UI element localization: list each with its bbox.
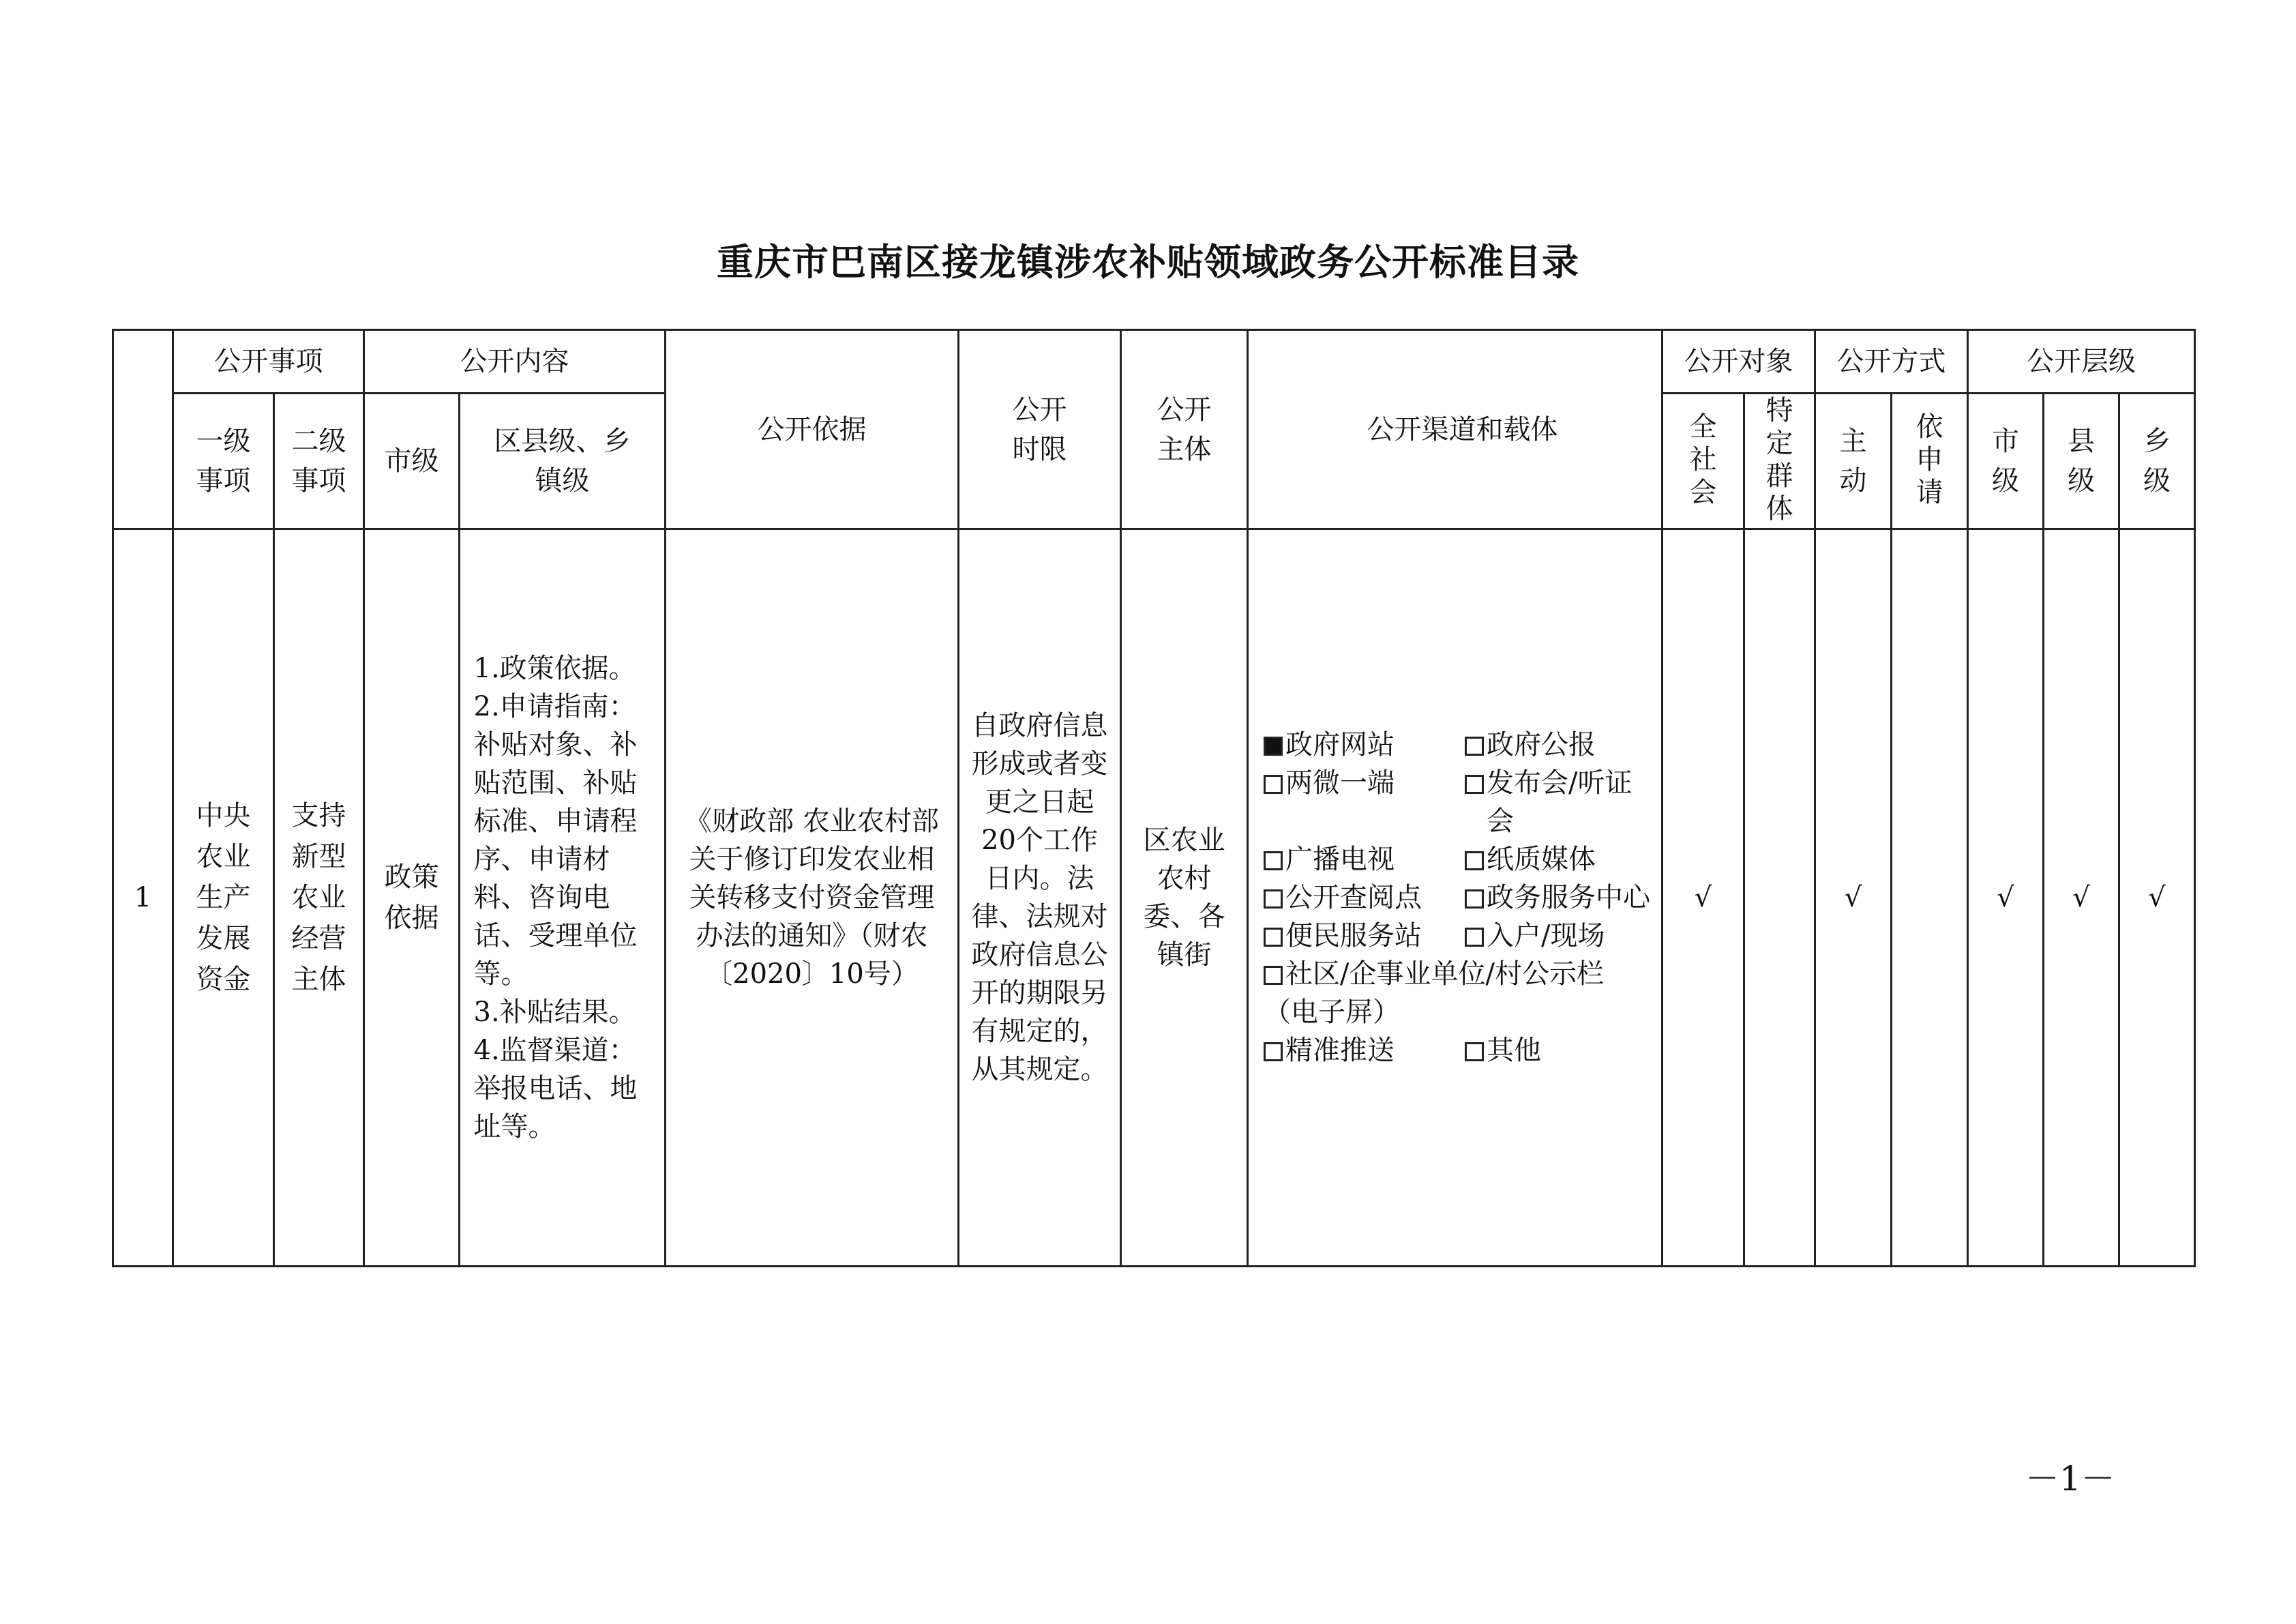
city-content: 政策依据 bbox=[384, 861, 439, 934]
header-gongkai-qudao: 公开渠道和载体 bbox=[1248, 330, 1663, 529]
disclosure-subject: 区农业农村委、各镇街 bbox=[1143, 825, 1225, 971]
level1-item: 中央农业生产发展资金 bbox=[196, 800, 251, 995]
basis-cell bbox=[666, 529, 959, 1267]
header-quxian-xiangzhen: 区县级、乡镇级 bbox=[494, 426, 631, 497]
header-quan-shehui: 全社会 bbox=[1689, 411, 1717, 508]
unchecked-box-icon bbox=[1264, 966, 1283, 985]
check-city-level: √ bbox=[1968, 529, 2044, 1267]
level1-cell bbox=[173, 529, 274, 1267]
unchecked-box-icon bbox=[1264, 928, 1283, 947]
channel-gov-website: 政府网站 bbox=[1264, 726, 1465, 764]
disclosure-table bbox=[112, 329, 2196, 1267]
header-xian-ji: 县级 bbox=[2068, 426, 2095, 497]
channel-convenience-station: 便民服务站 bbox=[1264, 917, 1465, 955]
unchecked-box-icon bbox=[1264, 775, 1283, 794]
header-yi-shenqing: 依申请 bbox=[1915, 411, 1943, 508]
county-content-item: 1.政策依据。 bbox=[473, 653, 636, 684]
unchecked-box-icon bbox=[1264, 851, 1283, 870]
channel-precise-push: 精准推送 bbox=[1264, 1031, 1465, 1069]
channel-public-reading-point: 公开查阅点 bbox=[1264, 879, 1465, 917]
channel-door-to-door: 入户/现场 bbox=[1465, 917, 1666, 955]
header-shiji: 市级 bbox=[364, 394, 460, 529]
check-town-level: √ bbox=[2119, 529, 2195, 1267]
level2-item: 支持新型农业经营主体 bbox=[291, 800, 346, 995]
check-specific-group bbox=[1744, 529, 1815, 1267]
header-gongkai-shixiang: 公开事项 bbox=[173, 330, 364, 394]
county-content-list bbox=[474, 649, 651, 1146]
check-whole-society: √ bbox=[1663, 529, 1744, 1267]
header-gongkai-cengji: 公开层级 bbox=[1968, 330, 2195, 394]
page-number: －1－ bbox=[2025, 1459, 2115, 1498]
channels-cell bbox=[1248, 529, 1663, 1267]
header-teding-qunti-cell bbox=[1744, 394, 1815, 529]
channel-radio-tv: 广播电视 bbox=[1264, 840, 1465, 879]
channel-other: 其他 bbox=[1465, 1031, 1666, 1069]
city-content-cell bbox=[364, 529, 460, 1267]
subject-cell bbox=[1121, 529, 1248, 1267]
index-header-cell bbox=[113, 330, 173, 529]
unchecked-box-icon bbox=[1465, 851, 1484, 870]
header-xiang-ji: 乡级 bbox=[2143, 426, 2171, 497]
unchecked-box-icon bbox=[1465, 1042, 1484, 1061]
header-shi-ji-cell bbox=[1968, 394, 2044, 529]
county-content-item: 4.监督渠道：举报电话、地址等。 bbox=[473, 1035, 638, 1142]
header-zhudong: 主动 bbox=[1839, 426, 1867, 497]
row-index: 1 bbox=[113, 529, 173, 1267]
header-xian-ji-cell bbox=[2044, 394, 2119, 529]
channel-print-media: 纸质媒体 bbox=[1465, 840, 1666, 879]
header-quxian-cell bbox=[460, 394, 666, 529]
unchecked-box-icon bbox=[1264, 1042, 1283, 1061]
unchecked-box-icon bbox=[1264, 889, 1283, 909]
county-content-item: 2.申请指南：补贴对象、补贴范围、补贴标准、申请程序、申请材料、咨询电话、受理单位等。 bbox=[473, 691, 638, 990]
header-xiang-ji-cell bbox=[2119, 394, 2195, 529]
header-teding-qunti: 特定群体 bbox=[1765, 395, 1793, 525]
page-title: 重庆市巴南区接龙镇涉农补贴领域政务公开标准目录 bbox=[717, 241, 1579, 284]
unchecked-box-icon bbox=[1465, 889, 1484, 909]
channel-gov-service-center: 政务服务中心 bbox=[1465, 879, 1666, 917]
header-gongkai-yiju: 公开依据 bbox=[666, 330, 959, 529]
check-proactive: √ bbox=[1815, 529, 1892, 1267]
header-gongkai-shixian-cell bbox=[959, 330, 1121, 529]
check-on-request bbox=[1892, 529, 1968, 1267]
unchecked-box-icon bbox=[1465, 775, 1484, 794]
unchecked-box-icon bbox=[1465, 737, 1484, 756]
table-row bbox=[113, 529, 2195, 1267]
header-row-1 bbox=[113, 330, 2195, 394]
level2-cell bbox=[274, 529, 364, 1267]
channel-press-hearing: 发布会/听证会 bbox=[1465, 764, 1666, 840]
channels-list bbox=[1249, 726, 1661, 1069]
header-yiji-shixiang: 一级事项 bbox=[196, 426, 251, 497]
header-erji-shixiang: 二级事项 bbox=[291, 426, 346, 497]
header-erji-cell bbox=[274, 394, 364, 529]
header-zhudong-cell bbox=[1815, 394, 1892, 529]
header-yiji-cell bbox=[173, 394, 274, 529]
header-gongkai-duixiang: 公开对象 bbox=[1663, 330, 1815, 394]
check-county-level: √ bbox=[2044, 529, 2119, 1267]
county-content-cell bbox=[460, 529, 666, 1267]
channel-gov-gazette: 政府公报 bbox=[1465, 726, 1666, 764]
time-limit: 自政府信息形成或者变更之日起20个工作日内。法律、法规对政府信息公开的期限另有规定的，从其规定。 bbox=[971, 710, 1108, 1085]
header-yi-shenqing-cell bbox=[1892, 394, 1968, 529]
unchecked-box-icon bbox=[1465, 928, 1484, 947]
header-gongkai-shixian: 公开时限 bbox=[1012, 394, 1067, 465]
header-gongkai-zhuti: 公开主体 bbox=[1157, 394, 1212, 465]
channel-two-micro-one-end: 两微一端 bbox=[1264, 764, 1465, 840]
header-shi-ji: 市级 bbox=[1992, 426, 2019, 497]
county-content-item: 3.补贴结果。 bbox=[473, 996, 636, 1028]
header-gongkai-zhuti-cell bbox=[1121, 330, 1248, 529]
header-quan-shehui-cell bbox=[1663, 394, 1744, 529]
header-gongkai-fangshi: 公开方式 bbox=[1815, 330, 1968, 394]
checked-box-icon bbox=[1264, 737, 1283, 756]
channel-bulletin-board: 社区/企事业单位/村公示栏（电子屏） bbox=[1264, 958, 1604, 1028]
time-limit-cell bbox=[959, 529, 1121, 1267]
disclosure-basis: 《财政部 农业农村部关于修订印发农业相关转移支付资金管理办法的通知》（财农〔2020〕10号） bbox=[685, 806, 939, 990]
header-gongkai-neirong: 公开内容 bbox=[364, 330, 666, 394]
